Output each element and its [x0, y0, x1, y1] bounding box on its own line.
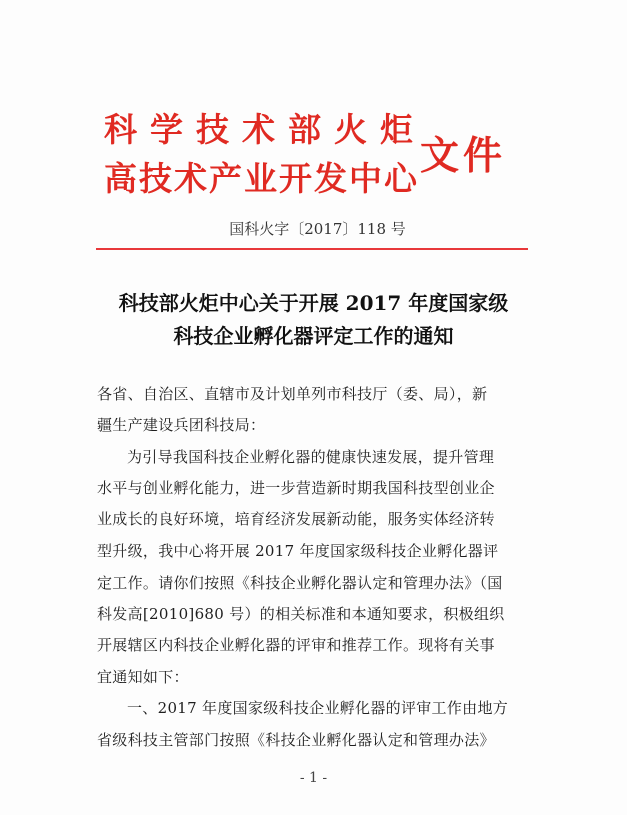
body-line: 宜通知如下： — [97, 668, 189, 686]
body-line: 业成长的良好环境，培育经济发展新动能，服务实体经济转 — [97, 510, 495, 528]
issuer-name-line-1: 科学技术部火炬 — [104, 110, 426, 149]
notice-title-line-1: 科技部火炬中心关于开展 2017 年度国家级 — [118, 291, 509, 315]
body-line: 各省、自治区、直辖市及计划单列市科技厅（委、局），新 — [97, 385, 488, 403]
red-divider — [96, 248, 528, 250]
document-type: 文件 — [420, 133, 507, 179]
body-line: 水平与创业孵化能力，进一步营造新时期我国科技型创业企 — [97, 479, 495, 497]
body-line: 定工作。请你们按照《科技企业孵化器认定和管理办法》（国 — [97, 574, 503, 592]
issuer-name-line-2: 高技术产业开发中心 — [104, 159, 419, 198]
body-line: 开展辖区内科技企业孵化器的评审和推荐工作。现将有关事 — [97, 636, 495, 654]
body-line: 省级科技主管部门按照《科技企业孵化器认定和管理办法》 — [97, 731, 495, 749]
notice-title-line-2: 科技企业孵化器评定工作的通知 — [173, 324, 454, 348]
document-number: 国科火字〔2017〕118 号 — [229, 220, 406, 238]
page-number: - 1 - — [299, 770, 328, 786]
body-line: 疆生产建设兵团科技局： — [97, 416, 266, 434]
body-line: 一、2017 年度国家级科技企业孵化器的评审工作由地方 — [127, 699, 509, 717]
body-line: 科发高[2010]680 号）的相关标准和本通知要求，积极组织 — [97, 605, 505, 623]
body-line: 为引导我国科技企业孵化器的健康快速发展，提升管理 — [127, 448, 495, 466]
body-line: 型升级，我中心将开展 2017 年度国家级科技企业孵化器评 — [97, 542, 499, 560]
